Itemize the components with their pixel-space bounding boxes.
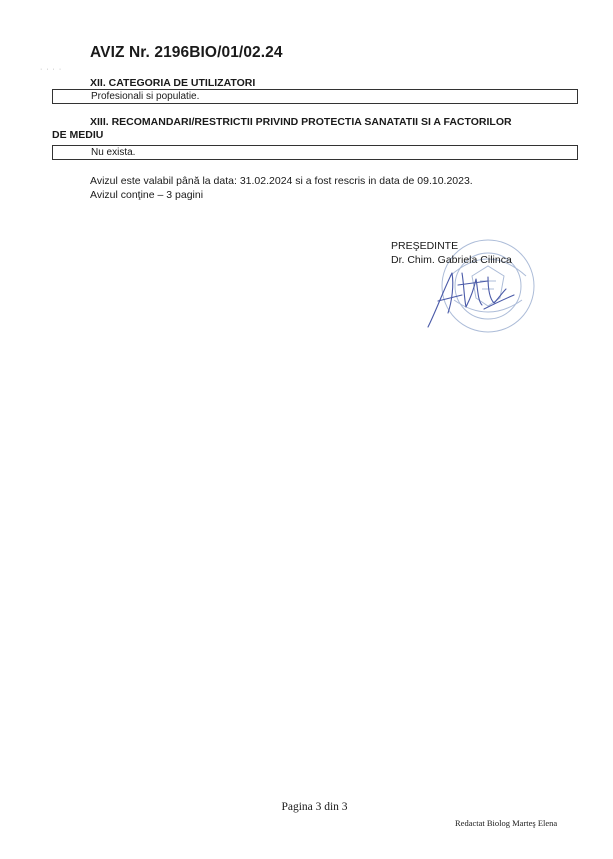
section-12-heading: XII. CATEGORIA DE UTILIZATORI bbox=[90, 77, 256, 89]
signatory-name: Dr. Chim. Gabriela Cilinca bbox=[391, 254, 512, 266]
document-title: AVIZ Nr. 2196BIO/01/02.24 bbox=[90, 44, 283, 61]
section-13-heading bbox=[52, 116, 580, 142]
section-13-box bbox=[52, 145, 578, 160]
signatory-role: PREŞEDINTE bbox=[391, 240, 459, 252]
handwritten-signature bbox=[422, 255, 522, 335]
margin-mark: · · · · bbox=[40, 66, 63, 73]
section-13-heading-line2: DE MEDIU bbox=[52, 129, 104, 141]
validity-block bbox=[90, 174, 473, 202]
section-12-box bbox=[52, 89, 578, 104]
page-indicator bbox=[0, 801, 613, 813]
page-indicator-text: Pagina 3 din 3 bbox=[281, 801, 348, 813]
author-note: Redactat Biolog Marteş Elena bbox=[455, 818, 558, 828]
section-13-content: Nu exista. bbox=[91, 147, 136, 158]
section-12-content: Profesionali si populatie. bbox=[91, 91, 200, 102]
validity-line-2: Avizul conţine – 3 pagini bbox=[90, 189, 204, 201]
section-13-heading-line1: XIII. RECOMANDARI/RESTRICTII PRIVIND PROTECTIA SANATATII SI A FACTORILOR bbox=[90, 116, 512, 128]
validity-line-1: Avizul este valabil până la data: 31.02.2024 si a fost rescris in data de 09.10.2023. bbox=[90, 175, 473, 187]
